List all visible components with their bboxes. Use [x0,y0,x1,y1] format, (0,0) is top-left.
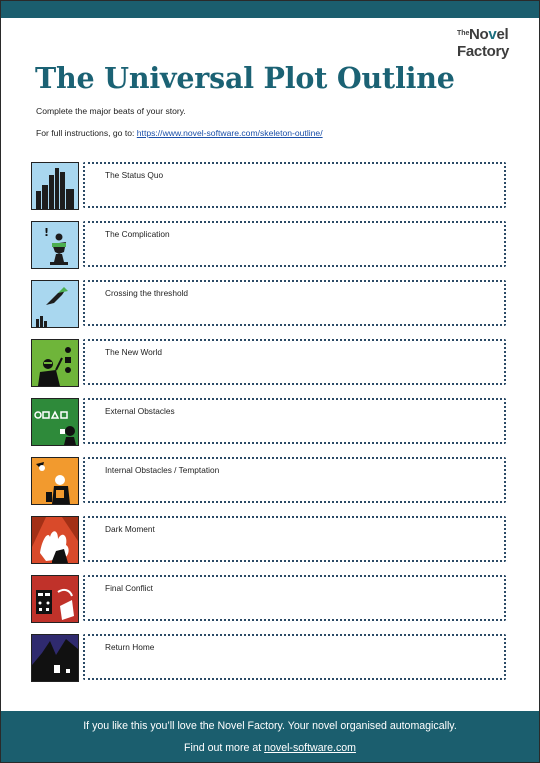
city-skyline-icon [31,162,79,210]
beat-label: The New World [105,347,163,357]
svg-text:!: ! [44,226,50,239]
beat-label: Internal Obstacles / Temptation [105,465,220,475]
dark-moment-icon [31,516,79,564]
beat-row-complication [31,221,509,271]
beat-row-new-world [31,339,509,389]
beat-row-dark-moment [31,516,509,566]
robot-conflict-icon [31,575,79,623]
beat-label: External Obstacles [105,406,175,416]
external-obstacles-input-box[interactable] [83,398,506,444]
beat-row-status-quo [31,162,509,212]
temptation-icon [31,457,79,505]
top-banner [1,1,539,18]
beat-row-internal-obstacles [31,457,509,507]
figure-with-shapes-icon [31,339,79,387]
threshold-input-box[interactable] [83,280,506,326]
beat-label: Crossing the threshold [105,288,189,298]
instructions-link[interactable]: https://www.novel-software.com/skeleton-outline/ [136,128,323,138]
complication-input-box[interactable] [83,221,506,267]
return-home-icon [31,634,79,682]
intro-text: Complete the major beats of your story. [36,106,186,116]
beat-row-return-home [31,634,509,684]
instructions-text: For full instructions, go to: https://www.novel-software.com/skeleton-outline/ [36,128,323,138]
return-home-input-box[interactable] [83,634,506,680]
novel-factory-logo: The Novel Factory [457,26,510,60]
internal-obstacles-input-box[interactable] [83,457,506,503]
beat-row-final-conflict [31,575,509,625]
hero-exclamation-icon [31,221,79,269]
footer-website-link[interactable]: novel-software.com [264,742,356,754]
beat-label: The Status Quo [105,170,164,180]
leaping-figure-icon [31,280,79,328]
beat-label: Dark Moment [105,524,155,534]
final-conflict-input-box[interactable] [83,575,506,621]
beat-label: Return Home [105,642,155,652]
beat-label: The Complication [105,229,170,239]
footer-banner [1,711,539,762]
shapes-obstacles-icon [31,398,79,446]
beat-row-threshold [31,280,509,330]
page-title: The Universal Plot Outline [35,61,455,95]
footer-promo-text: If you like this you’ll love the Novel Factory. Your novel organised automagically. [83,720,457,732]
status-quo-input-box[interactable] [83,162,506,208]
footer-link-line: Find out more at novel-software.com [184,742,356,754]
dark-moment-input-box[interactable] [83,516,506,562]
new-world-input-box[interactable] [83,339,506,385]
beat-row-external-obstacles [31,398,509,448]
beat-label: Final Conflict [105,583,153,593]
